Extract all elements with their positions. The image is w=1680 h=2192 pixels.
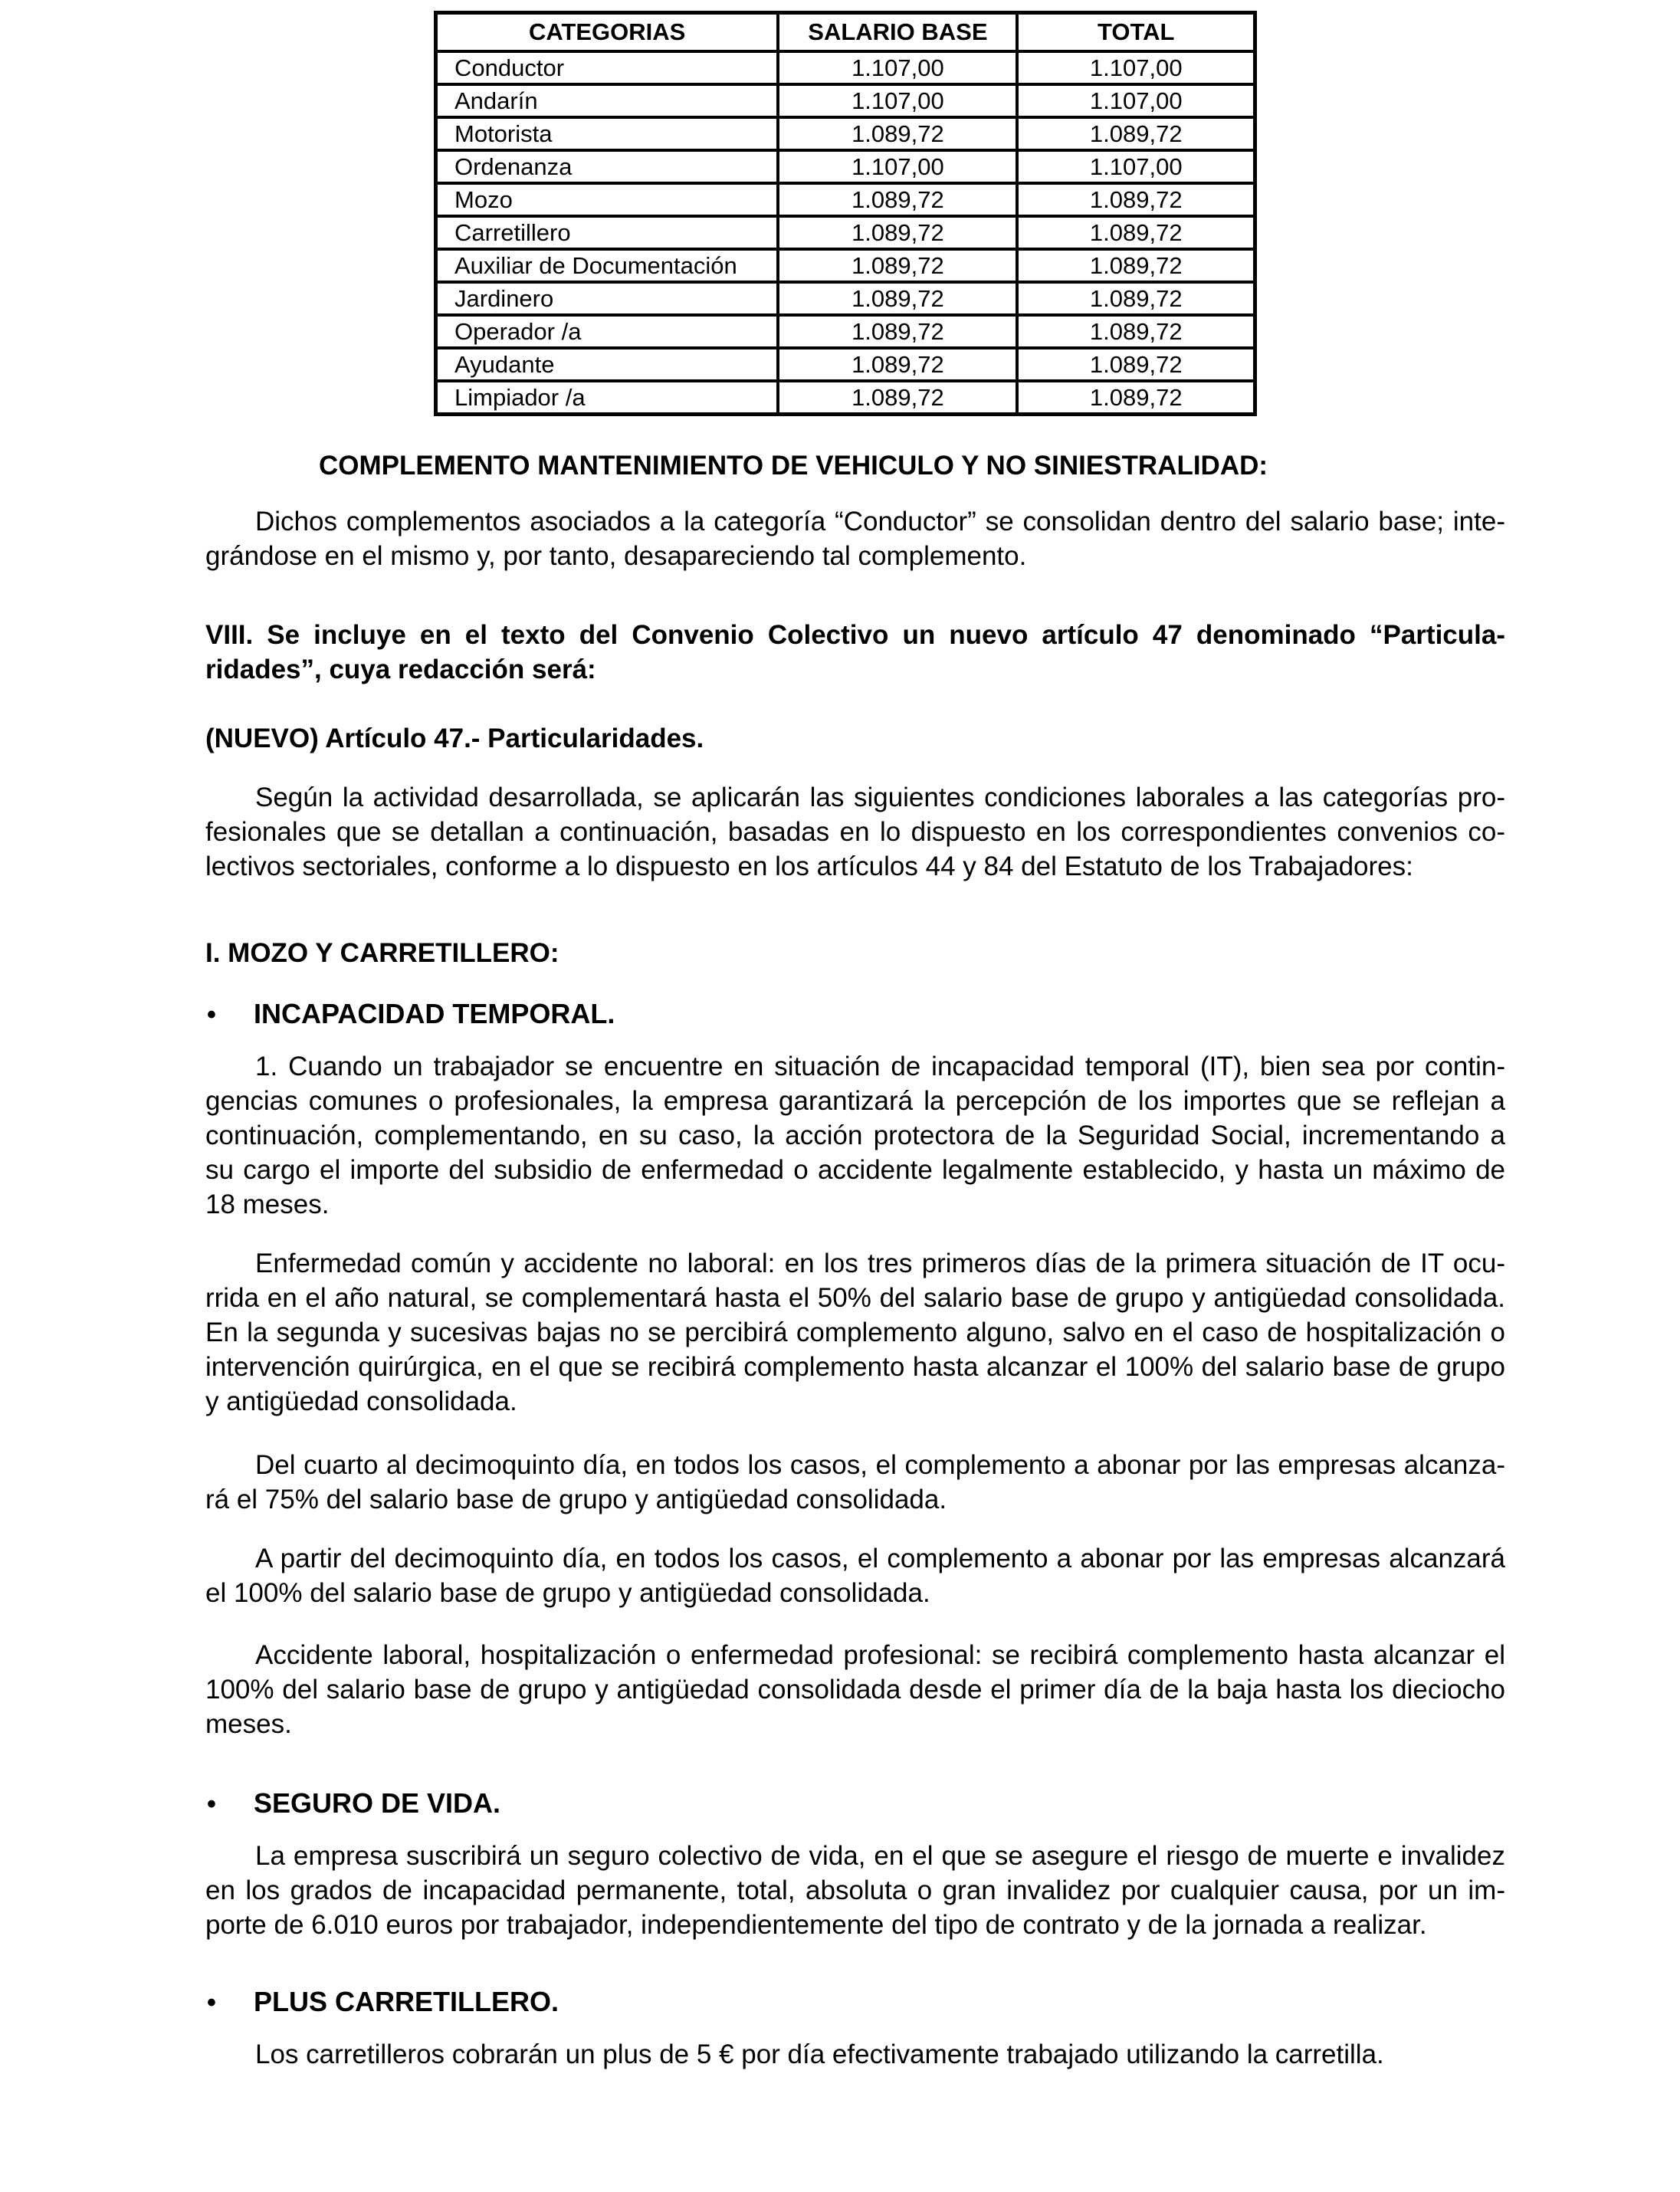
cell-salario: 1.089,72 [778,249,1017,282]
heading-mozo-carretillero: I. MOZO Y CARRETILLERO: [205,938,559,968]
document-content [0,11,1680,2072]
cell-salario: 1.107,00 [778,51,1017,84]
column-header-salario-base: SALARIO BASE [778,13,1017,52]
paragraph-line: lectivos sectoriales, conforme a lo dispuesto en los artículos 44 y 84 del Estatuto de los Trabajadores: [205,852,1413,881]
bullet-icon: • [207,1988,216,2017]
paragraph-line: rá el 75% del salario base de grupo y antigüedad consolidada. [205,1485,947,1514]
bullet-icon: • [207,1000,216,1029]
cell-categoria: Ayudante [436,348,779,381]
column-header-total: TOTAL [1017,13,1255,52]
paragraph-line: meses. [205,1709,292,1739]
cell-salario: 1.089,72 [778,381,1017,415]
cell-salario: 1.089,72 [778,348,1017,381]
cell-salario: 1.107,00 [778,150,1017,183]
table-row [436,117,1255,150]
paragraph-line: y antigüedad consolidada. [205,1386,517,1416]
paragraph-line: rrida en el año natural, se complementará hasta el 50% del salario base de grupo y antigüedad consolidada. [205,1283,1505,1313]
table-row [436,216,1255,249]
paragraph-line: Accidente laboral, hospitalización o enfermedad profesional: se recibirá complemento hasta alcanzar el [255,1640,1505,1670]
table-row [436,84,1255,117]
table-row [436,51,1255,84]
paragraph-line: 1. Cuando un trabajador se encuentre en situación de incapacidad temporal (IT), bien sea por contin- [255,1052,1505,1081]
paragraph-line: Según la actividad desarrollada, se aplicarán las siguientes condiciones laborales a las categorías pro- [255,783,1505,812]
heading-line: ridades”, cuya redacción será: [205,655,596,684]
table-row [436,282,1255,315]
cell-total: 1.107,00 [1017,51,1255,84]
cell-total: 1.089,72 [1017,249,1255,282]
cell-categoria: Ordenanza [436,150,779,183]
bullet-icon: • [207,1790,216,1819]
paragraph-line: grándose en el mismo y, por tanto, desapareciendo tal complemento. [205,541,1027,571]
paragraph-line: 100% del salario base de grupo y antigüedad consolidada desde el primer día de la baja hasta los dieciocho [205,1675,1505,1705]
paragraph-line: Dichos complementos asociados a la categoría “Conductor” se consolidan dentro del salario base; inte- [255,507,1505,537]
paragraph-accidente [205,1638,1505,1741]
bullet-seguro-de-vida [205,1786,1505,1822]
column-header-categorias: CATEGORIAS [436,13,779,52]
cell-total: 1.089,72 [1017,348,1255,381]
cell-total: 1.107,00 [1017,84,1255,117]
cell-salario: 1.089,72 [778,282,1017,315]
cell-categoria: Operador /a [436,315,779,348]
cell-total: 1.107,00 [1017,150,1255,183]
paragraph-line: continuación, complementando, en su caso, la acción protectora de la Seguridad Social, incrementando a [205,1121,1505,1150]
cell-categoria: Carretillero [436,216,779,249]
paragraph-line: intervención quirúrgica, en el que se recibirá complemento hasta alcanzar el 100% del salario base de grupo [205,1352,1505,1382]
cell-total: 1.089,72 [1017,381,1255,415]
paragraph-line: A partir del decimoquinto día, en todos los casos, el complemento a abonar por las empresas alcanzará [255,1544,1505,1573]
paragraph-line: 18 meses. [205,1190,330,1219]
paragraph-line: el 100% del salario base de grupo y antigüedad consolidada. [205,1578,930,1608]
table-row [436,315,1255,348]
cell-total: 1.089,72 [1017,117,1255,150]
paragraph-enfermedad [205,1246,1505,1419]
paragraph-line: fesionales que se detallan a continuación, basadas en lo dispuesto en los correspondientes convenios co- [205,817,1505,847]
cell-total: 1.089,72 [1017,216,1255,249]
paragraph-del-cuarto [205,1448,1505,1517]
paragraph-line: Los carretilleros cobrarán un plus de 5 € por día efectivamente trabajado utilizando la carretilla. [255,2039,1384,2069]
table-row [436,249,1255,282]
table-row [436,348,1255,381]
heading-viii [205,618,1505,687]
bullet-plus-carretillero [205,1984,1505,2020]
cell-categoria: Mozo [436,183,779,216]
cell-salario: 1.089,72 [778,315,1017,348]
paragraph-cuando [205,1049,1505,1222]
cell-categoria: Limpiador /a [436,381,779,415]
paragraph-segun [205,780,1505,884]
salary-table [434,11,1257,416]
paragraph-line: En la segunda y sucesivas bajas no se percibirá complemento alguno, salvo en el caso de hospitalización o [205,1317,1505,1347]
paragraph-plus [205,2037,1505,2072]
heading-line: VIII. Se incluye en el texto del Convenio Colectivo un nuevo artículo 47 denominado “Particula- [205,620,1505,650]
paragraph-line: su cargo el importe del subsidio de enfermedad o accidente legalmente establecido, y hasta un máximo de [205,1155,1505,1185]
paragraph-dichos [205,504,1505,573]
bullet-label: INCAPACIDAD TEMPORAL. [254,998,615,1029]
cell-salario: 1.089,72 [778,216,1017,249]
heading-articulo-47: (NUEVO) Artículo 47.- Particularidades. [205,724,704,753]
cell-categoria: Jardinero [436,282,779,315]
table-row [436,381,1255,415]
cell-salario: 1.107,00 [778,84,1017,117]
section-heading-complemento: COMPLEMENTO MANTENIMIENTO DE VEHICULO Y NO SINIESTRALIDAD: [319,451,1268,481]
paragraph-line: porte de 6.010 euros por trabajador, independientemente del tipo de contrato y de la jornada a realizar. [205,1910,1427,1940]
paragraph-seguro [205,1839,1505,1942]
cell-total: 1.089,72 [1017,282,1255,315]
cell-salario: 1.089,72 [778,183,1017,216]
cell-categoria: Conductor [436,51,779,84]
paragraph-line: gencias comunes o profesionales, la empresa garantizará la percepción de los importes que se reflejan a [205,1086,1505,1116]
table-header-row [436,13,1255,52]
bullet-label: PLUS CARRETILLERO. [254,1986,559,2017]
paragraph-line: Del cuarto al decimoquinto día, en todos los casos, el complemento a abonar por las empresas alcanza- [255,1450,1505,1480]
bullet-incapacidad-temporal [205,996,1505,1032]
paragraph-line: Enfermedad común y accidente no laboral: en los tres primeros días de la primera situación de IT ocu- [255,1249,1505,1278]
table-row [436,183,1255,216]
table-row [436,150,1255,183]
cell-categoria: Andarín [436,84,779,117]
cell-categoria: Motorista [436,117,779,150]
cell-categoria: Auxiliar de Documentación [436,249,779,282]
cell-total: 1.089,72 [1017,315,1255,348]
paragraph-a-partir [205,1541,1505,1610]
bullet-label: SEGURO DE VIDA. [254,1787,501,1819]
cell-total: 1.089,72 [1017,183,1255,216]
cell-salario: 1.089,72 [778,117,1017,150]
paragraph-line: La empresa suscribirá un seguro colectivo de vida, en el que se asegure el riesgo de muerte e invalidez [255,1841,1505,1871]
paragraph-line: en los grados de incapacidad permanente, total, absoluta o gran invalidez por cualquier causa, por un im- [205,1875,1505,1905]
